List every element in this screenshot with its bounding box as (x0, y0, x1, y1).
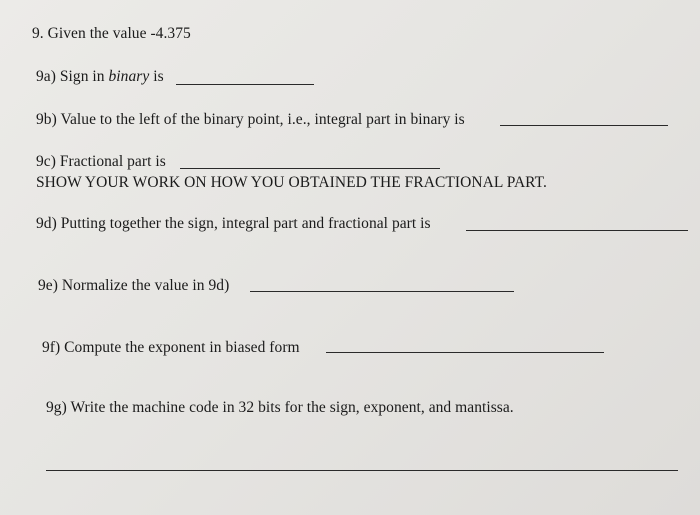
answer-blank-9b[interactable] (500, 125, 668, 126)
answer-blank-9f[interactable] (326, 352, 604, 353)
part-9a-prefix: 9a) Sign in (36, 68, 109, 85)
answer-blank-9e[interactable] (250, 291, 514, 292)
part-9g-label: 9g) Write the machine code in 32 bits for the sign, exponent, and mantissa. (46, 399, 514, 416)
part-9f-label: 9f) Compute the exponent in biased form (42, 339, 300, 356)
answer-blank-9c[interactable] (180, 168, 440, 169)
part-9d-label: 9d) Putting together the sign, integral part and fractional part is (36, 215, 431, 232)
answer-blank-9a[interactable] (176, 84, 314, 85)
question-header: 9. Given the value -4.375 (32, 25, 191, 42)
answer-blank-9g[interactable] (46, 470, 678, 471)
part-9b-label: 9b) Value to the left of the binary point, i.e., integral part in binary is (36, 111, 465, 128)
part-9a-label (36, 68, 164, 86)
part-9e-label: 9e) Normalize the value in 9d) (38, 277, 230, 294)
part-9a-suffix: is (149, 68, 164, 85)
part-9c-label: 9c) Fractional part is (36, 153, 166, 170)
answer-blank-9d[interactable] (466, 230, 688, 231)
part-9c-instruction: SHOW YOUR WORK ON HOW YOU OBTAINED THE FRACTIONAL PART. (36, 174, 547, 191)
part-9a-emphasis: binary (108, 68, 150, 85)
